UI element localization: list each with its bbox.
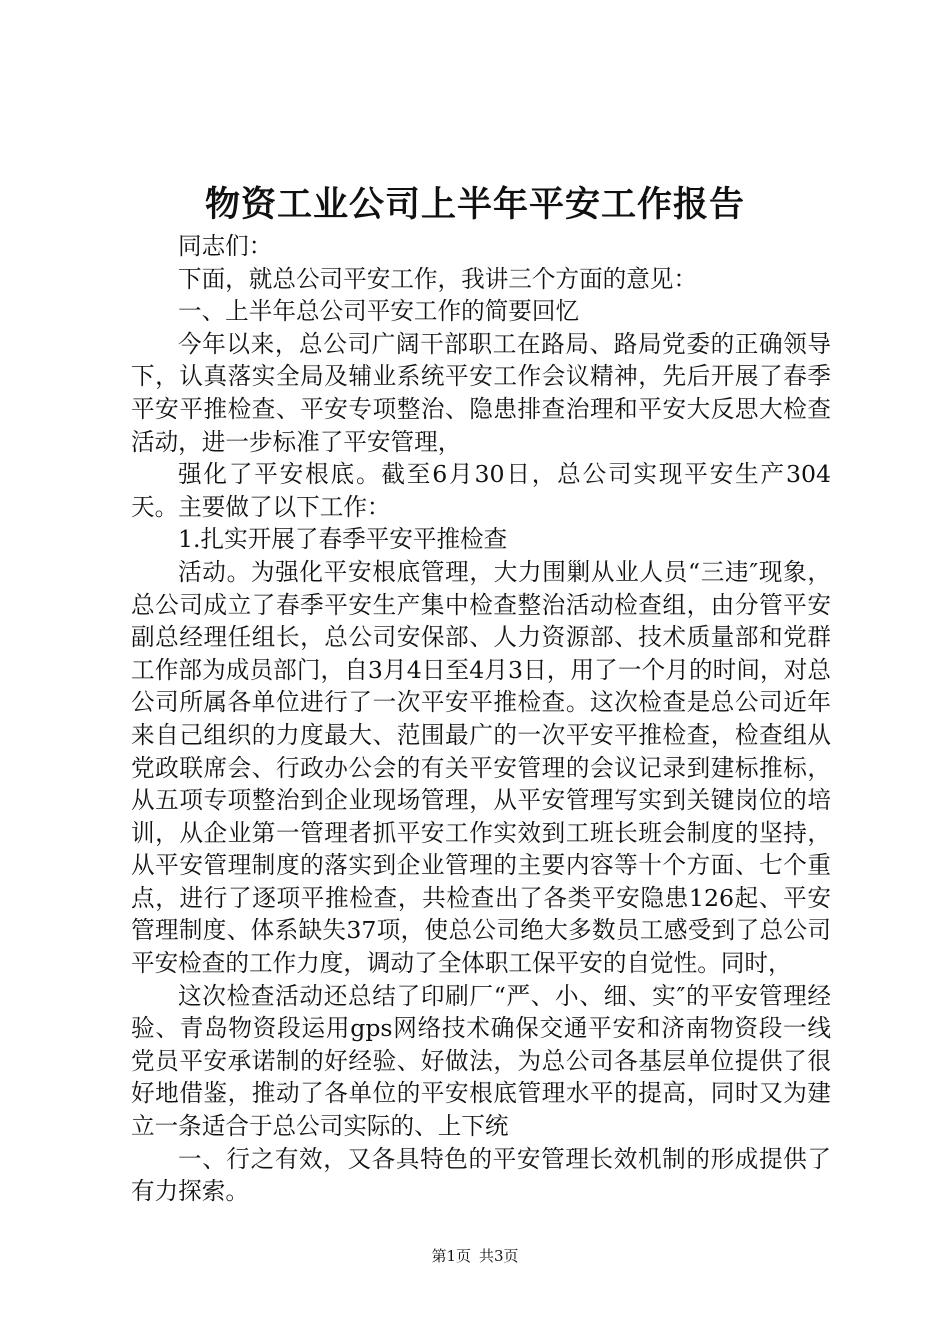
document-body [131,230,831,1208]
page-footer [0,1246,950,1266]
paragraph: 活动。为强化平安根底管理，大力围剿从业人员“三违″现象，总公司成立了春季平安生产集中检查整治活动检查组，由分管平安副总经理任组长，总公司安保部、人力资源部、技术质量部和党群工作部为成员部门，自3月4日至4月3日，用了一个月的时间，对总公司所属各单位进行了一次平安平推检查。这次检查是总公司近年来自己组织的力度最大、范围最广的一次平安平推检查，检查组从党政联席会、行政办公会的有关平安管理的会议记录到建标推标，从五项专项整治到企业现场管理，从平安管理写实到关键岗位的培训，从企业第一管理者抓平安工作实效到工班长班会制度的坚持，从平安管理制度的落实到企业管理的主要内容等十个方面、七个重点，进行了逐项平推检查，共检查出了各类平安隐患126起、平安管理制度、体系缺失37项，使总公司绝大多数员工感受到了总公司平安检查的工作力度，调动了全体职工保平安的自觉性。同时， [131,557,831,978]
paragraph: 今年以来，总公司广阔干部职工在路局、路局党委的正确领导下，认真落实全局及辅业系统平安工作会议精神，先后开展了春季平安平推检查、平安专项整治、隐患排查治理和平安大反思大检查活动，进一步标准了平安管理， [131,329,831,456]
paragraph-salutation: 同志们： [178,232,273,260]
page-number: 第1页 [431,1247,471,1265]
section-heading-1: 一、上半年总公司平安工作的简要回忆 [178,297,580,326]
document-title: 物资工业公司上半年平安工作报告 [204,184,745,225]
paragraph: 强化了平安根底。截至6月30日，总公司实现平安生产304天。主要做了以下工作： [131,460,831,521]
page-total: 共3页 [479,1247,519,1265]
subsection-heading-1: 1.扎实开展了春季平安平推检查 [178,525,508,554]
paragraph-intro: 下面，就总公司平安工作，我讲三个方面的意见： [178,264,698,293]
paragraph: 这次检查活动还总结了印刷厂“严、小、细、实″的平安管理经验、青岛物资段运用gps网络技术确保交通平安和济南物资段一线党员平安承诺制的好经验、好做法，为总公司各基层单位提供了很好地借鉴，推动了各单位的平安根底管理水平的提高，同时又为建立一条适合于总公司实际的、上下统 [131,981,831,1141]
paragraph: 一、行之有效，又各具特色的平安管理长效机制的形成提供了有力探索。 [131,1144,831,1206]
